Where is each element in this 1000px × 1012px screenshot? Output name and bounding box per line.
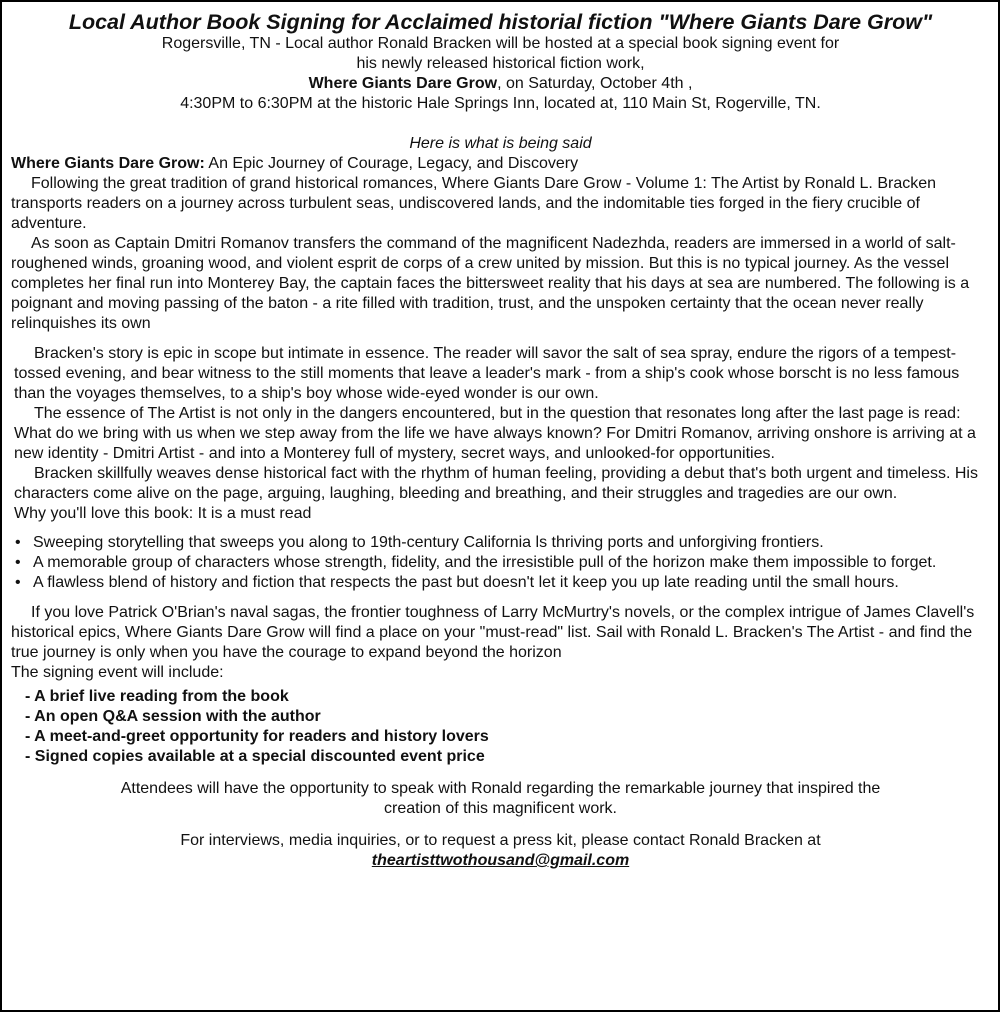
contact-section: [11, 831, 990, 871]
attendees-line-2: creation of this magnificent work.: [384, 800, 617, 817]
review-lead: [11, 154, 990, 174]
attendees-line-1: Attendees will have the opportunity to speak with Ronald regarding the remarkable journey that inspired the: [120, 780, 881, 797]
event-item: - A brief live reading from the book: [25, 688, 289, 705]
event-item: - An open Q&A session with the author: [25, 708, 321, 725]
review-paragraph-3: Bracken's story is epic in scope but intimate in essence. The reader will savor the salt of sea spray, endure the rigors of a tempest-tossed evening, and bear witness to the still moments that leave a leader's mark - from a ship's cook whose borscht is no less famous than the voyages themselves, to a ship's boy whose wide-eyed wonder is our own.: [14, 345, 960, 402]
review-paragraph-1: Following the great tradition of grand historical romances, Where Giants Dare Grow - Volume 1: The Artist by Ronald L. Bracken transports readers on a journey across turbulent seas, undiscovered lands, and the indomitable ties forged in the fiery crucible of adventure.: [11, 175, 937, 232]
reason-item: • Sweeping storytelling that sweeps you along to 19th-century California ls thriving ports and unforgiving frontiers.: [33, 533, 990, 553]
review-paragraph-5: Bracken skillfully weaves dense historical fact with the rhythm of human feeling, providing a debut that's both urgent and timeless. His characters come alive on the page, arguing, laughing, bleeding and breathing, and their struggles and tragedies are our own.: [14, 465, 978, 502]
event-item: - Signed copies available at a special discounted event price: [25, 748, 485, 765]
event-item: - A meet-and-greet opportunity for readers and history lovers: [25, 728, 489, 745]
review-section-2: [11, 344, 990, 524]
event-list: [11, 687, 990, 767]
why-love-line: Why you'll love this book: It is a must read: [14, 505, 312, 522]
intro-line-3: [11, 74, 990, 94]
event-intro: The signing event will include:: [11, 664, 224, 681]
intro: [11, 34, 990, 114]
intro-line-4: 4:30PM to 6:30PM at the historic Hale Springs Inn, located at, 110 Main St, Rogerville, TN.: [180, 95, 821, 112]
attendees-note: [11, 779, 990, 819]
closing-paragraph: If you love Patrick O'Brian's naval sagas, the frontier toughness of Larry McMurtry's novels, or the complex intrigue of James Clavell's historical epics, Where Giants Dare Grow will find a place on your "must-read" list. Sail with Ronald L. Bracken's The Artist - and find the true journey is only when you have the courage to expand beyond the horizon: [11, 604, 975, 661]
review-paragraph-2: As soon as Captain Dmitri Romanov transfers the command of the magnificent Nadezhda, readers are immersed in a world of salt-roughened winds, groaning wood, and violent esprit de corps of a crew united by mission. But this is no typical journey. As the vessel completes her final run into Monterey Bay, the captain faces the bittersweet reality that his days at sea are numbered. The following is a poignant and moving passing of the baton - a rite filled with tradition, trust, and the unspoken certainty that the ocean never really relinquishes its own: [11, 235, 970, 332]
said-heading: Here is what is being said: [409, 135, 592, 152]
intro-line-1: Rogersville, TN - Local author Ronald Bracken will be hosted at a special book signing event for: [161, 35, 840, 52]
contact-line: For interviews, media inquiries, or to request a press kit, please contact Ronald Bracken at: [180, 832, 821, 849]
reason-item: • A flawless blend of history and fiction that respects the past but doesn't let it keep you up late reading until the small hours.: [33, 573, 990, 593]
book-title: Where Giants Dare Grow: [308, 75, 498, 92]
reasons-list: [11, 533, 990, 593]
reason-item: • A memorable group of characters whose strength, fidelity, and the irresistible pull of the horizon make them impossible to forget.: [33, 553, 990, 573]
review-paragraph-4: The essence of The Artist is not only in the dangers encountered, but in the question that resonates long after the last page is read: What do we bring with us when we step away from the life we have always known? For Dmitri Romanov, arriving onshore is arriving at a new identity - Dmitri Artist - and into a Monterey full of mystery, secret ways, and unlooked-for opportunities.: [14, 405, 976, 462]
headline: Local Author Book Signing for Acclaimed historial fiction "Where Giants Dare Grow": [68, 10, 933, 34]
event-date: , on Saturday, October 4th ,: [497, 75, 693, 92]
contact-email-link[interactable]: theartisttwothousand@gmail.com: [371, 852, 630, 869]
intro-line-2: his newly released historical fiction work,: [356, 55, 645, 72]
review-lead-title: Where Giants Dare Grow:: [11, 155, 205, 172]
review-lead-subtitle: An Epic Journey of Courage, Legacy, and Discovery: [204, 155, 579, 172]
closing-section: [11, 603, 990, 767]
